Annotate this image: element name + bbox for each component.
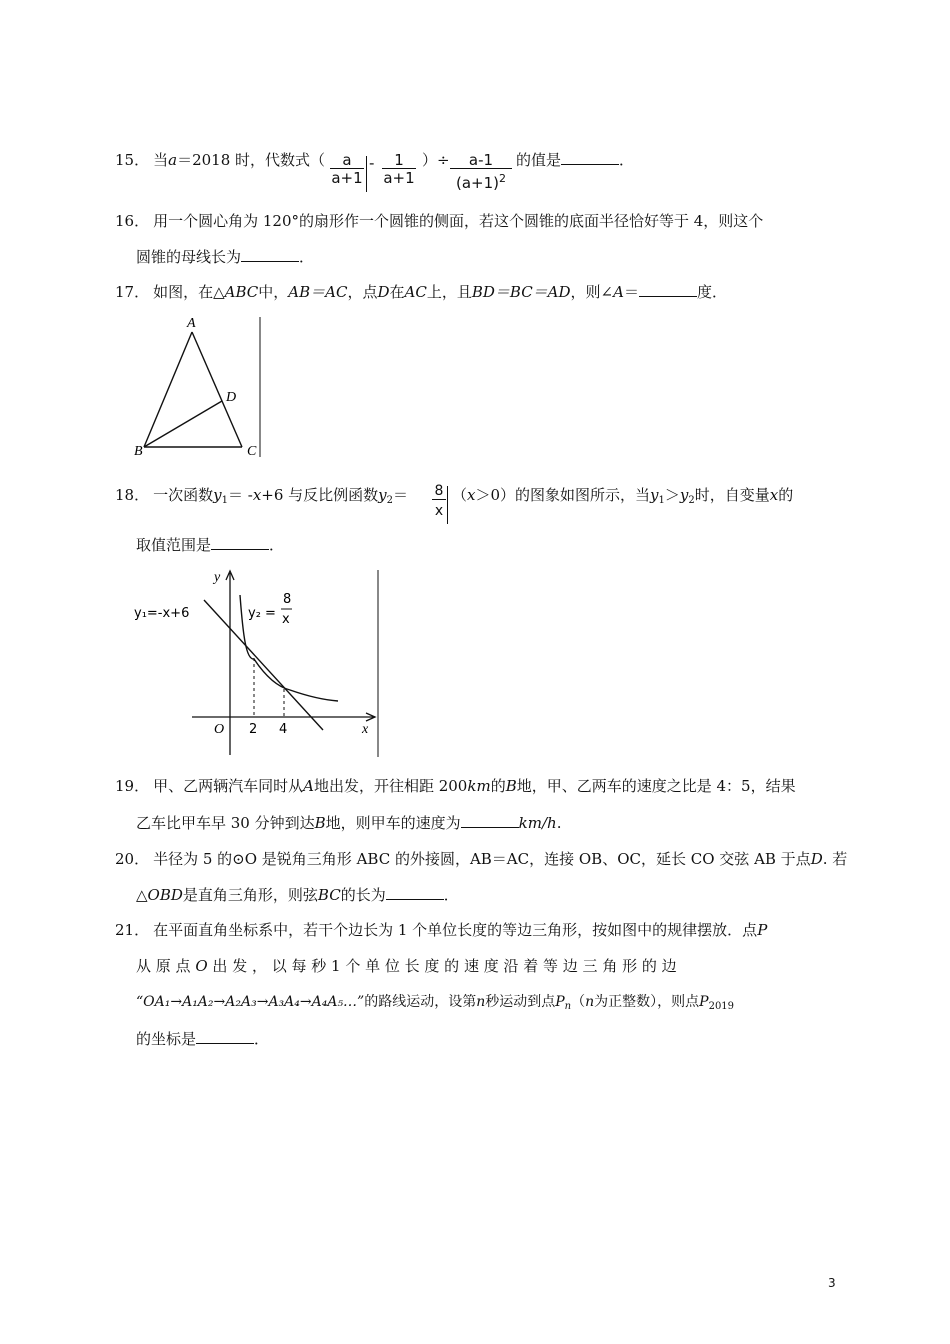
q19-km: km	[467, 777, 491, 795]
q21-number: 21．	[115, 921, 150, 939]
q18-f-den: x	[432, 499, 446, 522]
q17-side-ab	[144, 332, 192, 447]
q20-end: ．	[443, 886, 459, 904]
q18-text-9: 的	[778, 486, 794, 504]
q18-x: x	[252, 486, 262, 504]
q18-y2-sub: 2	[386, 495, 394, 506]
q18-tick-2: 2	[249, 722, 258, 737]
q21-pn: P	[555, 994, 565, 1010]
q18-label-y2-num: 8	[283, 592, 292, 607]
q17-a: A	[613, 283, 624, 301]
q15-f1-num: a	[342, 151, 352, 169]
q15-f3-den	[450, 168, 512, 193]
q19-end: .	[556, 814, 562, 832]
q19-answer-blank[interactable]	[461, 813, 519, 828]
q20-number: 20．	[115, 850, 150, 868]
q15-f1-den: a+1	[331, 169, 363, 187]
q15-bar	[366, 156, 367, 192]
q16-answer-blank[interactable]	[241, 247, 299, 262]
q18-origin-label: O	[214, 722, 225, 737]
q18-label-y2: y₂ =	[248, 606, 276, 621]
q18-graph-figure	[130, 565, 385, 760]
q17-label-c: C	[247, 444, 257, 459]
q15-text-2: ＝2018 时，代数式（	[177, 151, 326, 169]
q18-y2-b: y	[679, 486, 689, 504]
q15-f3-den-base: (a+1)	[455, 174, 499, 192]
q19-text-1: 甲、乙两辆汽车同时从	[153, 777, 304, 795]
q19-text-6: 地，则甲车的速度为	[325, 814, 461, 832]
q20-bc: BC	[317, 886, 341, 904]
q21-text-6: （	[571, 994, 586, 1010]
q21-p: P	[757, 921, 768, 939]
q18-x-b: x	[769, 486, 779, 504]
q18-answer-blank[interactable]	[211, 535, 269, 550]
question-21-line-2	[136, 956, 677, 976]
q19-a: A	[303, 777, 314, 795]
question-20	[115, 849, 847, 869]
q18-end: ．	[269, 536, 285, 554]
q17-eq: BD＝BC＝AD	[471, 283, 571, 301]
q18-text-7: ＞	[664, 486, 680, 504]
q15-text-4: 的值是	[516, 151, 562, 169]
q18-y-label: y	[214, 570, 221, 585]
q21-o: O	[195, 957, 208, 975]
q18-bar	[447, 486, 448, 524]
q19-b-2: B	[314, 814, 326, 832]
q17-abc: ABC	[224, 283, 259, 301]
q16-text-1: 用一个圆心角为 120°的扇形作一个圆锥的侧面，若这个圆锥的底面半径恰好等于 4，则这个	[153, 212, 764, 230]
q20-d: D	[810, 850, 823, 868]
q17-text-5: 上，且	[426, 283, 472, 301]
q17-text-1: 如图，在△	[153, 283, 225, 301]
q15-tail	[516, 150, 634, 170]
question-18	[115, 485, 408, 511]
q19-text-4: 地，甲、乙两车的速度之比是 4：5，结果	[516, 777, 796, 795]
q18-y1-sub-b: 1	[658, 495, 665, 506]
q15-f2-den: a+1	[383, 169, 415, 187]
q21-text-3: 出 发 ， 以 每 秒 1 个 单 位 长 度 的 速 度 沿 着 等 边 三 角 形 的 边	[212, 957, 677, 975]
question-18-tail	[452, 485, 793, 511]
q18-f-num: 8	[434, 483, 444, 499]
question-19-line-2	[136, 813, 561, 833]
question-16	[115, 211, 763, 231]
q15-minus: -	[369, 154, 375, 172]
q17-text-7: ＝	[623, 283, 639, 301]
q15-var: a	[168, 151, 178, 169]
q17-label-d: D	[226, 390, 237, 405]
q18-text-5: （	[452, 486, 468, 504]
q17-label-b: B	[134, 444, 143, 459]
q17-text-3: ，点	[347, 283, 378, 301]
q18-text-8: 时，自变量	[694, 486, 770, 504]
q18-fraction	[432, 483, 446, 522]
q18-tick-4: 4	[279, 722, 288, 737]
q17-answer-blank[interactable]	[639, 282, 697, 297]
q19-b: B	[505, 777, 517, 795]
q18-text-6: ＞0）的图象如图所示，当	[475, 486, 651, 504]
q20-text-2: . 若	[822, 850, 848, 868]
question-18-line-2	[136, 535, 284, 555]
q17-segment-bd	[144, 401, 222, 447]
q18-y2: y	[378, 486, 387, 504]
q18-number: 18．	[115, 486, 150, 504]
q21-text-5: 秒运动到点	[485, 994, 556, 1010]
q18-y1: y	[213, 486, 222, 504]
q19-text-2: 地出发，开往相距 200	[313, 777, 468, 795]
q17-end: 度．	[696, 283, 727, 301]
q21-p2019-sub: 2019	[708, 1001, 735, 1012]
q19-number: 19．	[115, 777, 150, 795]
q15-fraction-3	[450, 152, 512, 193]
question-21-line-4	[136, 1029, 269, 1049]
question-15	[115, 150, 325, 170]
q21-path: “OA₁→A₁A₂→A₂A₃→A₃A₄→A₄A₅…”	[136, 994, 365, 1010]
q15-answer-blank[interactable]	[561, 150, 619, 165]
q15-fraction-1	[330, 152, 364, 187]
q19-text-5: 乙车比甲车早 30 分钟到达	[136, 814, 315, 832]
q19-text-3: 的	[490, 777, 506, 795]
q18-text-2: ＝ -	[227, 486, 253, 504]
question-17	[115, 282, 727, 302]
q17-abac: AB＝AC	[288, 283, 348, 301]
q15-f3-num: a-1	[468, 151, 494, 169]
q20-text-5: 的长为	[340, 886, 386, 904]
q20-answer-blank[interactable]	[386, 885, 444, 900]
q15-f3-exp: 2	[499, 172, 506, 185]
q18-label-y2-den: x	[282, 612, 290, 627]
q18-text-1: 一次函数	[153, 486, 214, 504]
q16-text-2: 圆锥的母线长为	[136, 248, 242, 266]
q15-fraction-2	[382, 152, 416, 187]
q17-triangle-figure	[132, 312, 272, 460]
q15-text: 当	[153, 151, 169, 169]
question-16-line-2	[136, 247, 314, 267]
q21-n: n	[476, 994, 486, 1010]
q17-ac: AC	[404, 283, 427, 301]
q16-number: 16．	[115, 212, 150, 230]
q17-text-4: 在	[389, 283, 405, 301]
q15-text-3: ）÷	[422, 151, 450, 169]
q15-end: ．	[619, 151, 635, 169]
q21-answer-blank[interactable]	[196, 1029, 254, 1044]
q17-label-a: A	[187, 316, 196, 331]
q17-text-2: 中，	[258, 283, 289, 301]
q20-obd: OBD	[147, 886, 183, 904]
q18-text-3: +6 与反比例函数	[261, 486, 379, 504]
q19-unit: km/h	[518, 814, 557, 832]
q15-f2-num: 1	[394, 151, 404, 169]
q17-d: D	[377, 283, 390, 301]
q21-n-2: n	[585, 994, 595, 1010]
q18-y2-sub-b: 2	[688, 495, 695, 506]
q17-text-6: ，则∠	[570, 283, 614, 301]
q17-number: 17．	[115, 283, 150, 301]
q21-end: ．	[254, 1030, 270, 1048]
q21-text-2: 从 原 点	[136, 957, 191, 975]
q20-text-4: 是直角三角形，则弦	[182, 886, 318, 904]
q21-p2019: P	[699, 994, 709, 1010]
q20-text-1: 半径为 5 的⊙O 是锐角三角形 ABC 的外接圆，AB＝AC，连接 OB、OC，延长 CO 交弦 AB 于点	[153, 850, 811, 868]
q16-end: ．	[299, 248, 315, 266]
question-21	[115, 920, 767, 940]
q21-text-4: 的路线运动，设第	[364, 994, 477, 1010]
q20-text-3: △	[136, 886, 148, 904]
q18-y1-b: y	[650, 486, 659, 504]
q18-y1-sub: 1	[221, 495, 228, 506]
question-21-line-3	[136, 992, 734, 1017]
q21-text-8: 的坐标是	[136, 1030, 197, 1048]
q21-text-7: 为正整数），则点	[594, 994, 700, 1010]
q18-text-4: ＝	[393, 486, 409, 504]
q15-number: 15．	[115, 151, 150, 169]
question-19	[115, 776, 796, 796]
q21-pn-sub: n	[564, 1001, 572, 1012]
page-number: 3	[828, 1276, 836, 1290]
q21-text-1: 在平面直角坐标系中，若干个边长为 1 个单位长度的等边三角形，按如图中的规律摆放．点	[153, 921, 758, 939]
q18-text-10: 取值范围是	[136, 536, 212, 554]
q18-label-y1: y₁=-x+6	[134, 606, 190, 621]
q18-x-label: x	[362, 722, 369, 737]
q18-cond-x: x	[467, 486, 476, 504]
question-20-line-2	[136, 885, 459, 905]
